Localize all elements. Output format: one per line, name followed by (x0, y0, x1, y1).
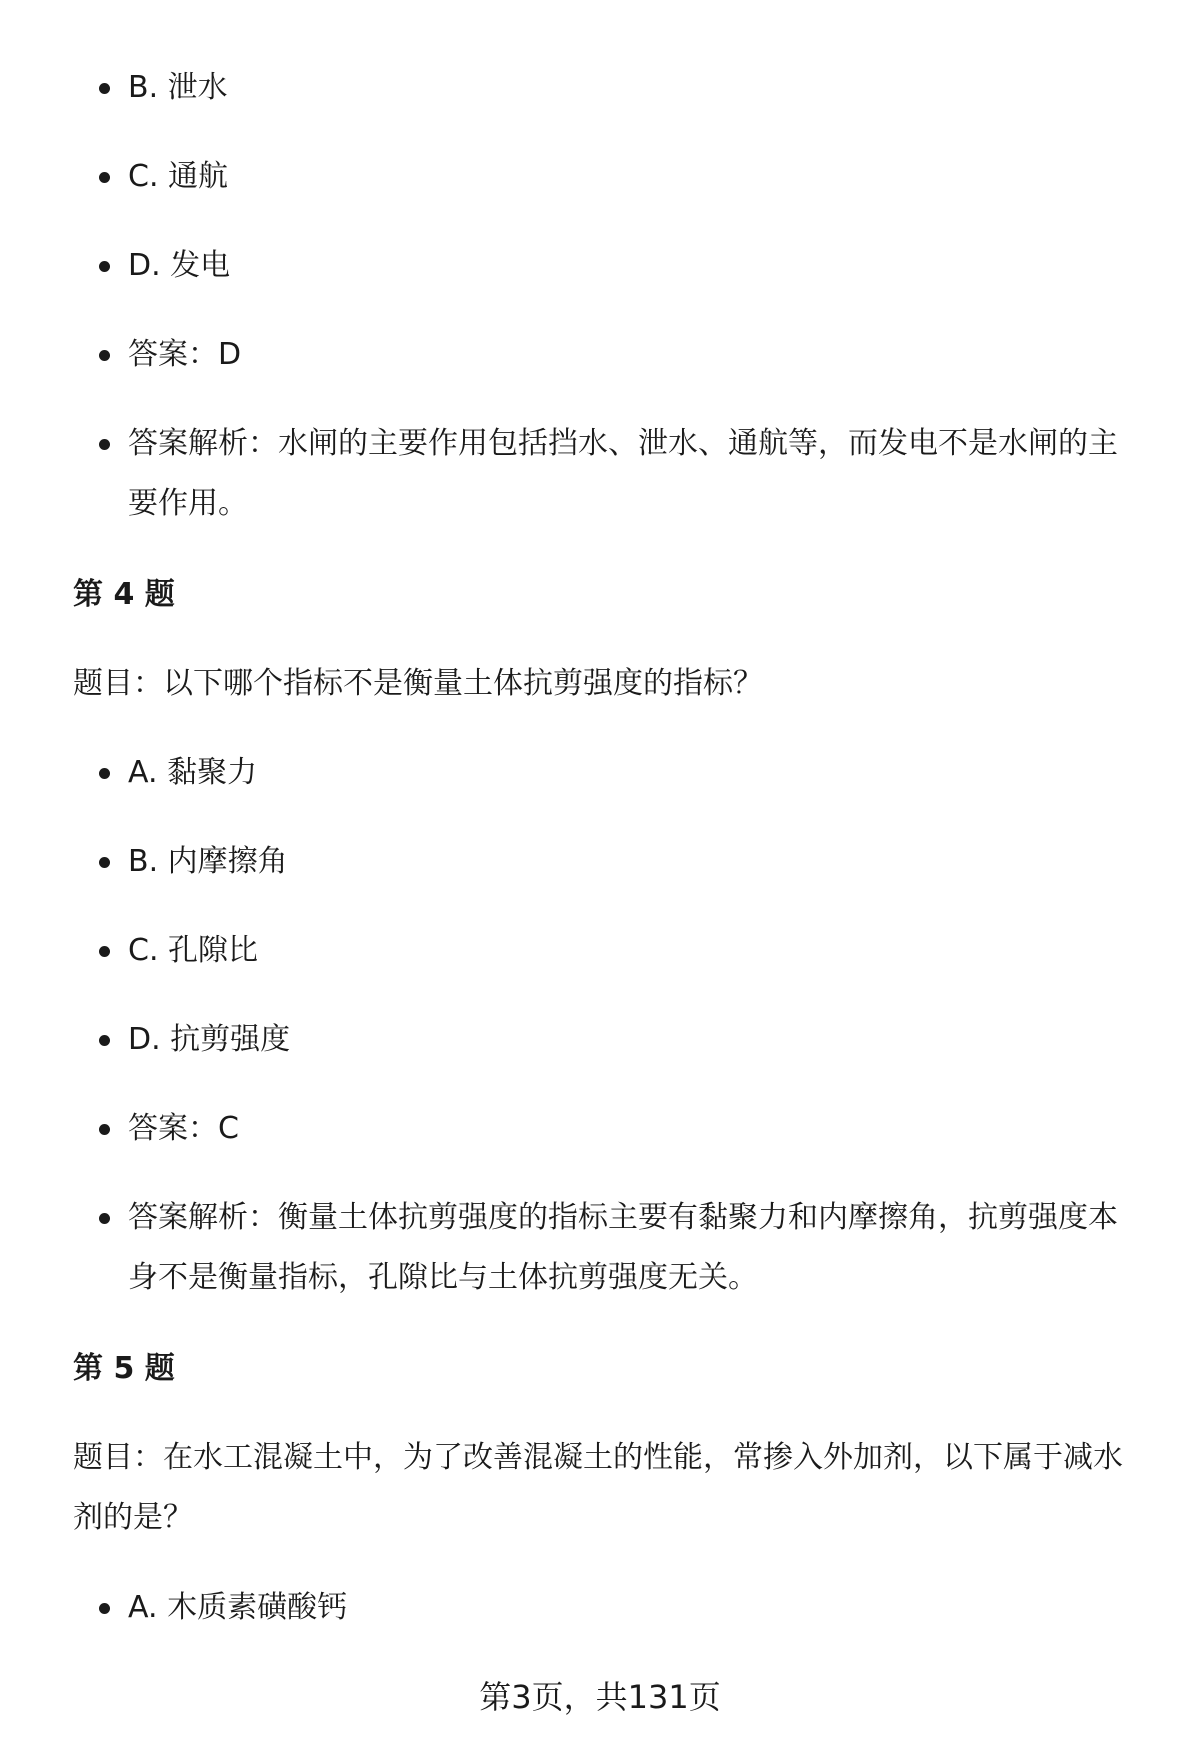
q4-option-a: A. 黏聚力 (128, 743, 1138, 803)
page-number-footer: 第3页，共131页 (479, 1678, 721, 1716)
q5-heading: 第 5 题 (73, 1351, 175, 1386)
q3-explanation: 答案解析：水闸的主要作用包括挡水、泄水、通航等，而发电不是水闸的主要作用。 (128, 414, 1138, 534)
q4-answer: 答案：C (128, 1099, 1138, 1159)
q5-question: 题目：在水工混凝土中，为了改善混凝土的性能，常掺入外加剂，以下属于减水剂的是？ (73, 1440, 1123, 1535)
q4-option-c: C. 孔隙比 (128, 921, 1138, 981)
q4-explanation: 答案解析：衡量土体抗剪强度的指标主要有黏聚力和内摩擦角，抗剪强度本身不是衡量指标，孔隙比与土体抗剪强度无关。 (128, 1188, 1138, 1308)
q5-option-a: A. 木质素磺酸钙 (128, 1578, 1138, 1638)
q4-option-b: B. 内摩擦角 (128, 832, 1138, 892)
q4-heading: 第 4 题 (73, 577, 175, 612)
q3-option-c: C. 通航 (128, 147, 1138, 207)
q3-answer: 答案：D (128, 325, 1138, 385)
q3-option-b: B. 泄水 (128, 58, 1138, 118)
q3-option-d: D. 发电 (128, 236, 1138, 296)
q4-option-d: D. 抗剪强度 (128, 1010, 1138, 1070)
q4-question: 题目：以下哪个指标不是衡量土体抗剪强度的指标？ (73, 666, 763, 701)
